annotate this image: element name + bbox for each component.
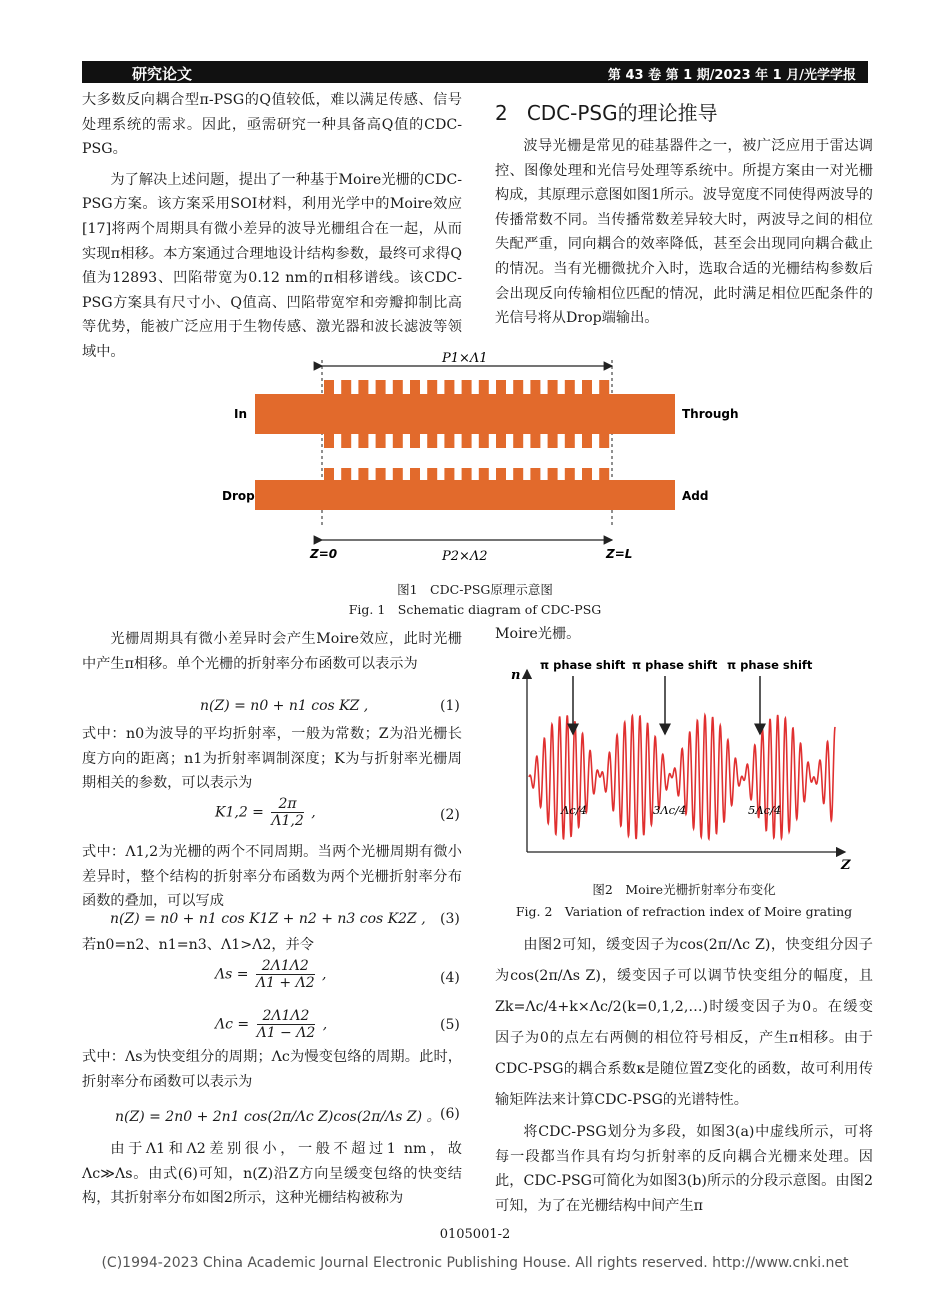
grating-tooth — [462, 434, 472, 448]
paragraph: 为了解决上述问题，提出了一种基于Moire光栅的CDC-PSG方案。该方案采用SOI材料，利用光学中的Moire效应[17]将两个周期具有微小差异的波导光栅组合在一起，从而实现π相移。本方案通过合理地设计结构参数，最终可求得Q值为12893、凹陷带宽为0.12 nm的π相移谱线。该CDC-PSG方案具有尺寸小、Q值高、凹陷带宽窄和旁瓣抑制比高等优势，能被广泛应用于生物传感、激光器和波长滤波等领域中。 — [82, 171, 462, 360]
phase-shift-annotation: π phase shift — [540, 658, 626, 672]
grating-tooth — [479, 434, 489, 448]
equation-4: Λs = $\frac{2\Lambda 1\Lambda 2}{\Lambda 1 + \Lambda 2}$ , — [215, 958, 327, 991]
paragraph: 若n0=n2、n1=n3、Λ1>Λ2，并令 — [82, 937, 314, 953]
grating-tooth — [513, 434, 523, 448]
grating-tooth — [462, 468, 472, 480]
right-column-top — [495, 134, 873, 331]
section-number: 2 — [495, 101, 508, 125]
grating-tooth — [530, 380, 540, 394]
grating-tooth — [444, 468, 454, 480]
port-in-label: In — [234, 407, 248, 421]
grating-tooth — [393, 434, 403, 448]
grating-tooth — [427, 468, 437, 480]
equation-6: n(Z) = 2n0 + 2n1 cos(2π/Λc Z)cos(2π/Λs Z) 。 — [115, 1109, 441, 1125]
grating-tooth — [496, 468, 506, 480]
header-section-label: 研究论文 — [132, 65, 193, 83]
port-drop-label: Drop — [222, 489, 255, 503]
paragraph: 大多数反向耦合型π-PSG的Q值较低，难以满足传感、信号处理系统的需求。因此，亟需研究一种具备高Q值的CDC-PSG。 — [82, 92, 462, 158]
section-title: CDC-PSG的理论推导 — [526, 101, 718, 125]
grating-tooth — [410, 434, 420, 448]
paragraph: 波导光栅是常见的硅基器件之一，被广泛应用于雷达调控、图像处理和光信号处理等系统中。所提方案由一对光栅构成，其原理示意图如图1所示。波导宽度不同使得两波导的传播常数不同。当传播常数差异较大时，两波导之间的相位失配严重，同向耦合的效率降低，甚至会出现同向耦合截止的情况。当有光栅微扰介入时，选取合适的光栅结构参数后会出现反向传输相位匹配的情况，此时满足相位匹配条件的光信号将从Drop端输出。 — [495, 138, 873, 327]
eq4-fraction: $\frac{2\Lambda 1\Lambda 2}{\Lambda 1 + \Lambda 2}$ — [255, 958, 315, 991]
equation-3: n(Z) = n0 + n1 cos K1Z + n2 + n3 cos K2Z , — [110, 911, 426, 927]
grating-tooth — [599, 380, 609, 394]
grating-tooth — [565, 468, 575, 480]
figure-1-caption-cn: 图1 CDC-PSG原理示意图 — [397, 582, 553, 597]
refractive-index-curve — [529, 715, 835, 839]
port-add-label: Add — [682, 489, 709, 503]
paragraph: 由于Λ1和Λ2差别很小，一般不超过1 nm，故Λc≫Λs。由式(6)可知，n(Z)沿Z方向呈缓变包络的快变结构，其折射率分布如图2所示，这种光栅结构被称为 — [82, 1141, 462, 1207]
grating-tooth — [393, 468, 403, 480]
figure-2 — [505, 652, 855, 874]
grating-tooth — [444, 434, 454, 448]
equation-4-number: (4) — [440, 970, 460, 986]
figure-1-caption-en: Fig. 1 Schematic diagram of CDC-PSG — [348, 602, 602, 617]
grating-tooth — [582, 380, 592, 394]
equation-6-number: (6) — [440, 1106, 460, 1122]
grating-tooth — [548, 468, 558, 480]
grating-tooth — [462, 380, 472, 394]
phase-shift-annotation: π phase shift — [632, 658, 718, 672]
equation-5-number: (5) — [440, 1017, 460, 1033]
grating-tooth — [530, 434, 540, 448]
port-through-label: Through — [682, 407, 739, 421]
figure-2-caption-cn: 图2 Moire光栅折射率分布变化 — [592, 882, 776, 897]
grating-tooth — [427, 380, 437, 394]
waveguide-body — [255, 480, 675, 510]
grating-tooth — [582, 434, 592, 448]
grating-tooth — [376, 434, 386, 448]
grating-tooth — [599, 434, 609, 448]
paragraph: 光栅周期具有微小差异时会产生Moire效应，此时光栅中产生π相移。单个光栅的折射率分布函数可以表示为 — [82, 631, 462, 672]
grating-tooth — [479, 380, 489, 394]
eq2-fraction: $\frac{2\pi}{\Lambda 1,2}$ — [271, 796, 304, 829]
grating-tooth — [548, 380, 558, 394]
grating-tooth — [358, 468, 368, 480]
bottom-dimension-label: P2×Λ2 — [442, 549, 488, 564]
grating-tooth — [479, 468, 489, 480]
eq2-lhs: K1,2 = — [215, 804, 264, 821]
paragraph-tail: Moire光栅。 — [495, 626, 581, 642]
equation-1: n(Z) = n0 + n1 cos KZ , — [200, 698, 369, 714]
paragraph: 式中：n0为波导的平均折射率，一般为常数；Z为沿光栅长度方向的距离；n1为折射率调制深度；K为与折射率光栅周期相关的参数，可以表示为 — [82, 726, 462, 792]
grating-tooth — [582, 468, 592, 480]
y-axis-label: n — [511, 668, 521, 683]
grating-tooth — [341, 468, 351, 480]
x-axis-label: Z — [841, 858, 851, 873]
grating-tooth — [599, 468, 609, 480]
grating-tooth — [376, 468, 386, 480]
grating-tooth — [393, 380, 403, 394]
grating-tooth — [341, 380, 351, 394]
grating-tooth — [513, 468, 523, 480]
grating-tooth — [530, 468, 540, 480]
grating-tooth — [324, 380, 334, 394]
page-number: 0105001-2 — [439, 1227, 511, 1242]
grating-tooth — [358, 380, 368, 394]
figure-1 — [210, 350, 739, 575]
waveguide-body — [255, 394, 675, 434]
equation-2-number: (2) — [440, 807, 460, 823]
grating-tooth — [427, 434, 437, 448]
grating-tooth — [565, 434, 575, 448]
lambda-mark-label: 5Λc/4 — [748, 803, 782, 817]
grating-tooth — [376, 380, 386, 394]
lambda-mark-label: 3Λc/4 — [653, 803, 687, 817]
grating-tooth — [513, 380, 523, 394]
grating-tooth — [548, 434, 558, 448]
grating-tooth — [341, 434, 351, 448]
paragraph: 由图2可知，缓变因子为cos(2π/Λc Z)，快变组分因子为cos(2π/Λs Z)，缓变因子可以调节快变组分的幅度，且Zk=Λc/4+k×Λc/2(k=0,1,2,…)时缓变因子为0。在缓变因子为0的点左右两侧的相位符号相反，产生π相移。由于CDC-PSG的耦合系数κ是随位置Z变化的函数，故可利用传输矩阵法来计算CDC-PSG的光谱特性。 — [495, 937, 873, 1108]
grating-tooth — [496, 434, 506, 448]
phase-shift-annotation: π phase shift — [727, 658, 813, 672]
figure-2-caption-en: Fig. 2 Variation of refraction index of Moire grating — [515, 904, 853, 919]
grating-tooth — [410, 380, 420, 394]
equation-2: K1,2 = $\frac{2\pi}{\Lambda 1,2}$ , — [215, 796, 316, 829]
equation-5: Λc = $\frac{2\Lambda 1\Lambda 2}{\Lambda 1 - \Lambda 2}$ , — [215, 1008, 328, 1041]
zl-label: Z=L — [606, 547, 633, 561]
grating-tooth — [565, 380, 575, 394]
paragraph: 式中：Λs为快变组分的周期；Λc为慢变包络的周期。此时，折射率分布函数可以表示为 — [82, 1049, 462, 1090]
grating-tooth — [324, 468, 334, 480]
copyright-line: (C)1994-2023 China Academic Journal Electronic Publishing House. All rights reserved. http://www.cnki.net — [101, 1255, 849, 1271]
paragraph: 将CDC-PSG划分为多段，如图3(a)中虚线所示，可将每一段都当作具有均匀折射率的反向耦合光栅来处理。因此，CDC-PSG可简化为如图3(b)所示的分段示意图。由图2可知，为了在光栅结构中间产生π — [495, 1124, 873, 1214]
z0-label: Z=0 — [310, 547, 338, 561]
grating-tooth — [358, 434, 368, 448]
grating-tooth — [444, 380, 454, 394]
grating-tooth — [496, 380, 506, 394]
grating-tooth — [410, 468, 420, 480]
grating-tooth — [324, 434, 334, 448]
lambda-mark-label: Λc/4 — [561, 803, 587, 817]
section-heading — [495, 97, 718, 126]
equation-3-number: (3) — [440, 911, 460, 927]
left-column-top — [82, 88, 462, 365]
equation-1-number: (1) — [440, 698, 460, 714]
paragraph: 式中：Λ1,2为光栅的两个不同周期。当两个光栅周期有微小差异时，整个结构的折射率分布函数为两个光栅折射率分布函数的叠加，可以写成 — [82, 844, 462, 910]
header-journal-info: 第 43 卷 第 1 期/2023 年 1 月/光学学报 — [607, 68, 856, 83]
page-header — [82, 61, 868, 83]
eq5-fraction: $\frac{2\Lambda 1\Lambda 2}{\Lambda 1 - \Lambda 2}$ — [256, 1008, 316, 1041]
top-dimension-label: P1×Λ1 — [442, 351, 488, 366]
